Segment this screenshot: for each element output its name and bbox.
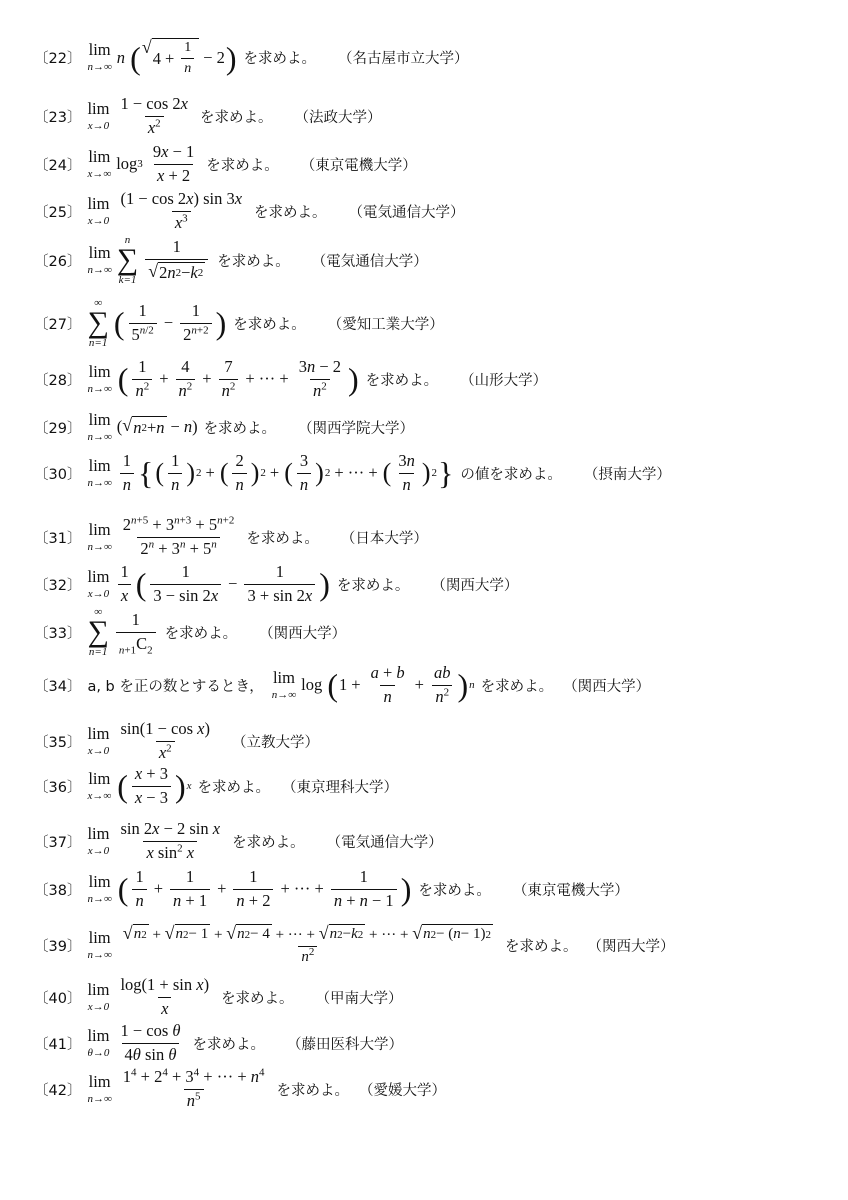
math-expression: lim n→∞ n ( √ 4 + $\frac{1}{n}$ − 2 ): [87, 37, 237, 77]
problem-number: 〔32〕: [34, 577, 82, 594]
math-expression: lim x→∞ ( $\frac{x + 3}{x - 3}$ ) x: [87, 764, 192, 807]
problem-source: （関西学院大学）: [298, 420, 415, 437]
math-expression: lim x→0 $\frac{1 - \cos 2x}{x^2}$: [87, 94, 188, 137]
problem-source: （名古屋市立大学）: [338, 51, 469, 68]
problem-source: （東京電機大学）: [300, 157, 417, 174]
problem-instruction: を求めよ。: [365, 372, 439, 389]
problem-36: [34, 765, 398, 808]
math-expression: lim x→0 $\frac{(1 - \cos 2x) \sin 3x}{x^3}$: [87, 189, 243, 232]
problem-number: 〔27〕: [34, 316, 82, 333]
math-expression: lim x→∞ log 3 $\frac{9x - 1}{x + 2}$: [87, 142, 195, 185]
math-expression: lim x→0 $\frac{1}{x}$ ( $\frac{1}{3 - \sin 2x}$ − $\frac{1}{3 + \sin 2x}$ ): [87, 562, 330, 605]
math-expression: lim n→∞ ( √ n 2 + n − n ): [87, 410, 198, 443]
problem-34: [34, 664, 650, 707]
problem-23: [34, 95, 381, 138]
math-expression: lim n→∞ $\frac{1}{n}$ { ( $\frac{1}{n}$ ) 2 + ( $\frac{2}{n}$ ) 2 + ( $\frac{3}{n}$ ) 2 + ··· + ( $\frac{3n}{n}$ ) 2 }: [87, 451, 454, 494]
problem-27: [34, 298, 444, 349]
math-expression: lim θ→0 $\frac{\text{1 − cos θ}}{\text{4θ sin θ}}$: [87, 1021, 181, 1064]
problem-instruction: を求めよ。: [233, 316, 306, 333]
problem-number: 〔39〕: [34, 938, 82, 955]
problem-source: （東京電機大学）: [512, 882, 629, 899]
problem-source: （関西大学）: [587, 938, 675, 955]
problem-number: 〔34〕: [34, 678, 82, 695]
problem-number: 〔23〕: [34, 109, 82, 126]
problem-number: 〔28〕: [34, 372, 82, 389]
problem-40: [34, 976, 403, 1019]
problem-instruction: を求めよ。: [199, 109, 273, 126]
problem-source: （東京理科大学）: [282, 779, 399, 796]
problem-number: 〔41〕: [34, 1036, 82, 1053]
problem-number: 〔22〕: [34, 51, 82, 68]
problem-39: [34, 924, 675, 967]
math-expression: lim n→∞ $\frac{2^{n+5} + 3^{n+3} + 5^{n+2}}{2^n + 3^n + 5^n}$: [87, 514, 235, 558]
problem-source: （愛知工業大学）: [327, 316, 444, 333]
problem-source: （法政大学）: [294, 109, 382, 126]
problem-source: （愛媛大学）: [359, 1082, 447, 1099]
problem-instruction: の値を求めよ。: [460, 466, 562, 483]
problem-source: （関西大学）: [431, 577, 519, 594]
problem-42: [34, 1068, 446, 1111]
problem-number: 〔29〕: [34, 420, 82, 437]
problem-source: （立教大学）: [231, 734, 319, 751]
problem-35: [34, 720, 319, 763]
problem-24: [34, 143, 417, 186]
problem-number: 〔31〕: [34, 530, 82, 547]
problem-37: [34, 820, 443, 863]
problem-instruction: を求めよ。: [418, 882, 491, 899]
problem-33: [34, 607, 346, 658]
problem-instruction: を求めよ。: [217, 253, 290, 270]
problem-25: [34, 190, 465, 233]
problem-source: （関西大学）: [563, 678, 651, 695]
problem-source: （摂南大学）: [583, 466, 671, 483]
problem-instruction: を求めよ。: [192, 1036, 266, 1053]
math-expression: lim n→∞ $\frac{1^4 + 2^4 + 3^4 + \cdot\cdot\cdot + n^4}{n^5}$: [87, 1066, 265, 1110]
problem-instruction: を求めよ。: [480, 678, 554, 695]
problem-instruction: を求めよ。: [221, 990, 294, 1007]
problem-number: 〔24〕: [34, 157, 82, 174]
problem-number: 〔42〕: [34, 1082, 82, 1099]
problem-instruction: を求めよ。: [203, 420, 277, 437]
problem-number: 〔40〕: [34, 990, 82, 1007]
problem-instruction: を求めよ。: [232, 834, 305, 851]
math-expression: lim n→∞ ( $\frac{1}{n}$ + $\frac{1}{n + 1}$ + $\frac{1}{n + 2}$ + ··· + $\frac{1}{n + n - 1}$ ): [87, 867, 412, 910]
problem-instruction: を求めよ。: [206, 157, 279, 174]
problem-22: [34, 38, 469, 77]
problem-instruction: を求めよ。: [505, 938, 578, 955]
math-expression: ∞ ∑ n=1 $\frac{1}{_{n+1}C_2}$: [87, 607, 158, 658]
problem-instruction: を求めよ。: [243, 51, 316, 68]
problem-source: （関西大学）: [259, 625, 347, 642]
problem-instruction: を求めよ。: [276, 1082, 350, 1099]
problem-instruction: を求めよ。: [246, 530, 319, 547]
problem-number: 〔25〕: [34, 204, 82, 221]
problem-instruction: を求めよ。: [164, 625, 238, 642]
math-expression: lim x→0 $\frac{\text{sin(1 − cos x)}}{x^2}$: [87, 719, 210, 762]
problem-32: [34, 563, 518, 606]
problem-30: [34, 452, 671, 495]
problem-number: 〔26〕: [34, 253, 82, 270]
problem-source: （藤田医科大学）: [287, 1036, 404, 1053]
problem-instruction: を求めよ。: [197, 779, 271, 796]
problem-41: [34, 1022, 403, 1065]
math-expression: ∞ ∑ n=1 ( $\frac{1}{5^{n/2}}$ − $\frac{1}{2^{n+2}}$ ): [87, 297, 227, 349]
problem-instruction: を求めよ。: [254, 204, 327, 221]
math-expression: lim n→∞ log ( 1 + $\frac{a + b}{n}$ + $\frac{ab}{n^2}$ ) n: [271, 663, 475, 706]
problem-instruction: を求めよ。: [336, 577, 410, 594]
problem-number: 〔33〕: [34, 625, 82, 642]
problem-38: [34, 868, 629, 911]
problem-28: [34, 358, 547, 401]
problem-number: 〔38〕: [34, 882, 82, 899]
problem-source: （日本大学）: [340, 530, 428, 547]
problem-number: 〔30〕: [34, 466, 82, 483]
problem-31: [34, 516, 428, 559]
problem-number: 〔36〕: [34, 779, 82, 796]
problem-source: （電気通信大学）: [348, 204, 465, 221]
problem-number: 〔35〕: [34, 734, 82, 751]
problem-source: （電気通信大学）: [326, 834, 443, 851]
problem-source: （電気通信大学）: [311, 253, 428, 270]
math-expression: lim n→∞ √ n 2 + √ n 2 − 1 + √ n 2 − 4 + ··· + √ n 2 − k 2 + ··· + √ n 2 − ( n − 1) 2 $n^2$: [87, 923, 492, 966]
math-expression: lim x→0 $\frac{\text{sin 2x − 2 sin x}}{x \sin^2 x}$: [87, 819, 221, 862]
problem-number: 〔37〕: [34, 834, 82, 851]
math-expression: lim n→∞ ( $\frac{1}{n^2}$ + $\frac{4}{n^2}$ + $\frac{7}{n^2}$ + ··· + $\frac{3n - 2}{n^2}$ ): [87, 357, 359, 400]
math-expression: lim n→∞ n ∑ k=1 1 √ 2 n 2 − k 2: [87, 235, 211, 286]
problem-26: [34, 235, 428, 286]
problem-source: （甲南大学）: [315, 990, 403, 1007]
math-expression: lim x→0 $\frac{\text{log(1 + sin x)}}{x}$: [87, 975, 210, 1018]
problem-source: （山形大学）: [460, 372, 548, 389]
problem-premise: a, b を正の数とするとき，: [87, 678, 264, 695]
problem-29: [34, 412, 414, 443]
